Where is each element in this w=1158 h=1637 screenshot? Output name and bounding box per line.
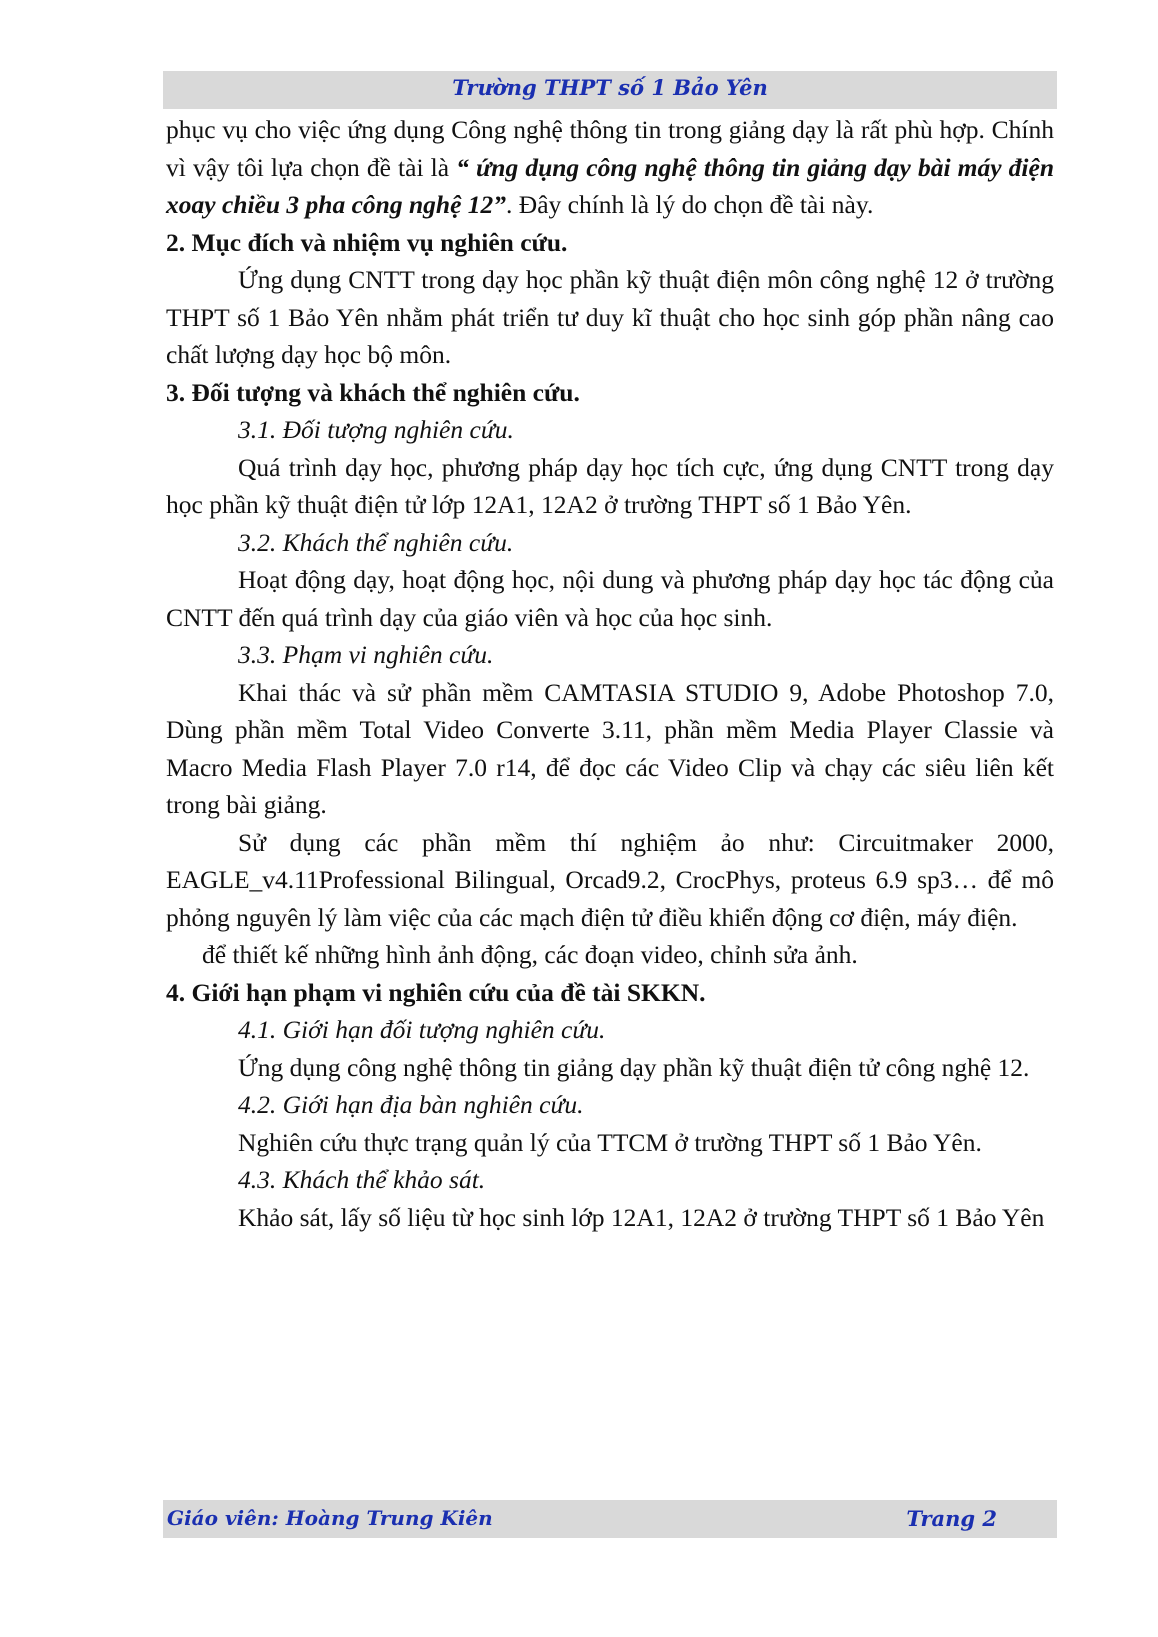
footer-teacher: Giáo viên: Hoàng Trung Kiên xyxy=(167,1506,493,1530)
paragraph-3-3-c: để thiết kế những hình ảnh động, các đoạn video, chỉnh sửa ảnh. xyxy=(202,940,858,969)
page-header xyxy=(163,71,1057,109)
paragraph-3-1: Quá trình dạy học, phương pháp dạy học tích cực, ứng dụng CNTT trong dạy học phần kỹ thuật điện tử lớp 12A1, 12A2 ở trường THPT số 1 Bảo Yên. xyxy=(166,452,1054,519)
document-body xyxy=(166,111,1054,1236)
paragraph-2: Ứng dụng CNTT trong dạy học phần kỹ thuật điện môn công nghệ 12 ở trường THPT số 1 Bảo Yên nhằm phát triển tư duy kĩ thuật cho học sinh góp phần nâng cao chất lượng dạy học bộ môn. xyxy=(166,265,1054,369)
intro-text: phục vụ cho việc ứng dụng Công nghệ thông tin trong giảng dạy là rất phù hợp. Chính vì vậy tôi lựa chọn đề tài là xyxy=(166,115,1054,182)
paragraph-4-3: Khảo sát, lấy số liệu từ học sinh lớp 12A1, 12A2 ở trường THPT số 1 Bảo Yên xyxy=(238,1202,1045,1232)
heading-2: 2. Mục đích và nhiệm vụ nghiên cứu. xyxy=(166,227,568,257)
subheading-3-1: 3.1. Đối tượng nghiên cứu. xyxy=(238,415,514,444)
header-school-name: Trường THPT số 1 Bảo Yên xyxy=(452,75,768,100)
page-footer xyxy=(163,1500,1057,1538)
paragraph-4-2: Nghiên cứu thực trạng quản lý của TTCM ở trường THPT số 1 Bảo Yên. xyxy=(238,1127,982,1157)
paragraph-3-3-a: Khai thác và sử phần mềm CAMTASIA STUDIO 9, Adobe Photoshop 7.0, Dùng phần mềm Total Video Converte 3.11, phần mềm Media Player Classie và Macro Media Flash Player 7.0 r14, để đọc các Video Clip và chạy các siêu liên kết trong bài giảng. xyxy=(166,677,1054,819)
subheading-4-3: 4.3. Khách thể khảo sát. xyxy=(238,1165,486,1194)
paragraph-3-2: Hoạt động dạy, hoạt động học, nội dung và phương pháp dạy học tác động của CNTT đến quá trình dạy của giáo viên và học của học sinh. xyxy=(166,565,1054,632)
heading-3: 3. Đối tượng và khách thể nghiên cứu. xyxy=(166,377,580,407)
paragraph-4-1: Ứng dụng công nghệ thông tin giảng dạy phần kỹ thuật điện tử công nghệ 12. xyxy=(238,1052,1030,1082)
topic-title: “ ứng dụng công nghệ thông tin giảng dạy bài máy điện xoay chiều 3 pha công nghệ 12” xyxy=(166,152,1054,219)
heading-4: 4. Giới hạn phạm vi nghiên cứu của đề tài SKKN. xyxy=(166,977,706,1007)
footer-page-number: Trang 2 xyxy=(906,1506,997,1531)
subheading-4-1: 4.1. Giới hạn đối tượng nghiên cứu. xyxy=(238,1015,606,1044)
subheading-3-2: 3.2. Khách thể nghiên cứu. xyxy=(238,527,514,557)
subheading-4-2: 4.2. Giới hạn địa bàn nghiên cứu. xyxy=(238,1090,584,1119)
intro-text-end: . Đây chính là lý do chọn đề tài này. xyxy=(506,190,874,219)
subheading-3-3: 3.3. Phạm vi nghiên cứu. xyxy=(238,640,494,669)
paragraph-3-3-b: Sử dụng các phần mềm thí nghiệm ảo như: Circuitmaker 2000, EAGLE_v4.11Professional Bilingual, Orcad9.2, CrocPhys, proteus 6.9 sp3… để mô phỏng nguyên lý làm việc của các mạch điện tử điều khiển động cơ điện, máy điện. xyxy=(166,827,1054,932)
paragraph-intro xyxy=(166,111,1054,224)
